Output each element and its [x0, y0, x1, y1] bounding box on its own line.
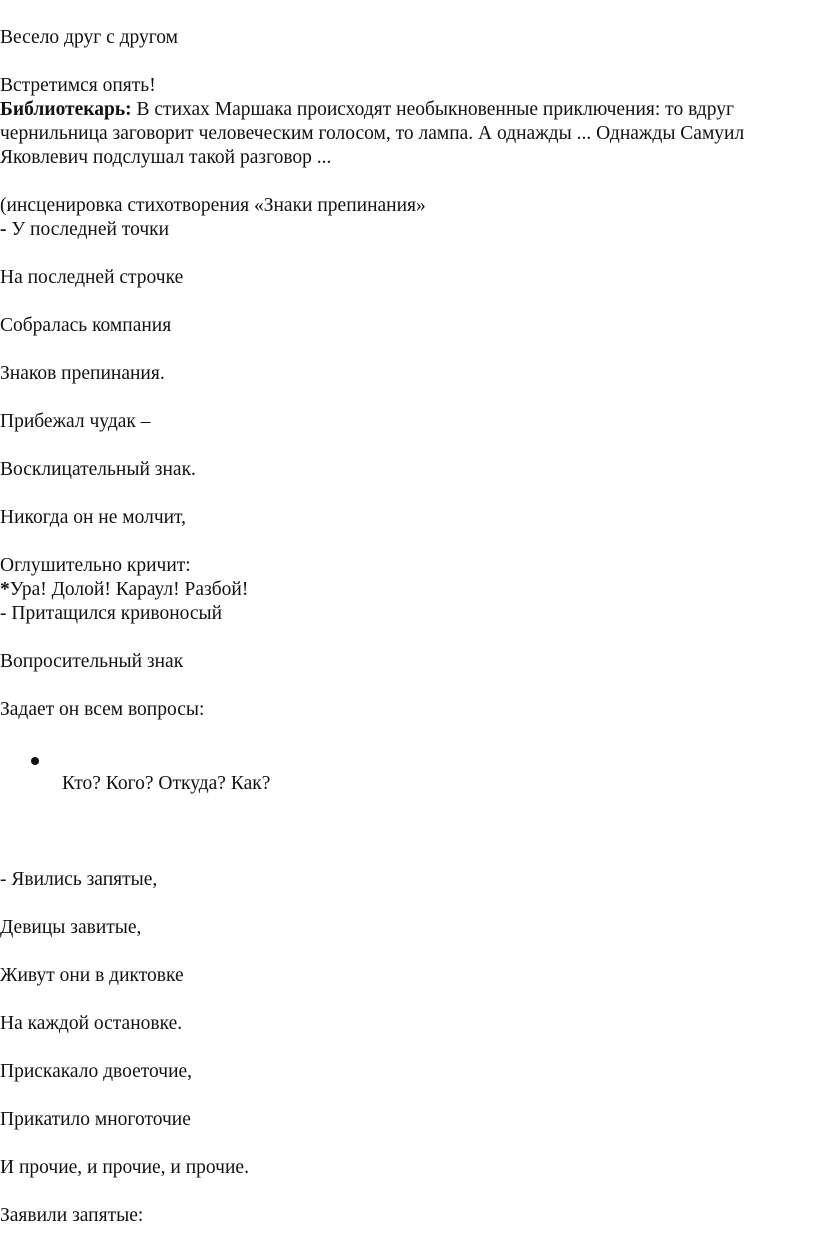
text-line: (инсценировка стихотворения «Знаки препинания» [0, 195, 426, 216]
dash-mark: - [0, 219, 12, 240]
text-line: Восклицательный знак. [0, 459, 196, 480]
text-line: На каждой остановке. [0, 1013, 183, 1034]
text-span: Ура! Долой! Караул! Разбой! [9, 579, 249, 600]
text-line: Вопросительный знак [0, 651, 184, 672]
text-line: Знаков препинания. [0, 363, 165, 384]
text-line: Прибежал чудак – [0, 411, 151, 432]
text-span: У последней точки [11, 219, 170, 240]
text-line: Девицы завитые, [0, 917, 142, 938]
text-line: Живут они в диктовке [0, 965, 184, 986]
text-line: Задает он всем вопросы: [0, 699, 205, 720]
text-line: Прискакало двоеточие, [0, 1061, 193, 1082]
text-line: Собралась компания [0, 315, 172, 336]
librarian-text: В стихах Маршака происходят необыкновенные приключения: то вдруг чернильница заговорит человеческим голосом, то лампа. А однажды ... Однажды Самуил Яковлевич подслушал такой разговор ... [0, 99, 745, 168]
librarian-paragraph [0, 98, 808, 170]
bullet-icon [31, 757, 39, 765]
text-line: На последней строчке [0, 267, 184, 288]
text-line: Оглушительно кричит: [0, 555, 191, 576]
text-line: Заявили запятые: [0, 1205, 144, 1226]
text-line: И прочие, и прочие, и прочие. [0, 1157, 249, 1178]
librarian-label: Библиотекарь: [0, 99, 132, 120]
text-line: Никогда он не молчит, [0, 507, 186, 528]
star-mark: * [0, 579, 10, 600]
text-line: - Притащился кривоносый [0, 603, 223, 624]
text-line: Весело друг с другом [0, 27, 179, 48]
text-line: - Явились запятые, [0, 869, 158, 890]
text-line [0, 578, 248, 602]
bullet-item: Кто? Кого? Откуда? Как? [62, 773, 271, 794]
text-line: Встретимся опять! [0, 75, 156, 96]
text-line [0, 218, 169, 242]
text-line: Прикатило многоточие [0, 1109, 191, 1130]
